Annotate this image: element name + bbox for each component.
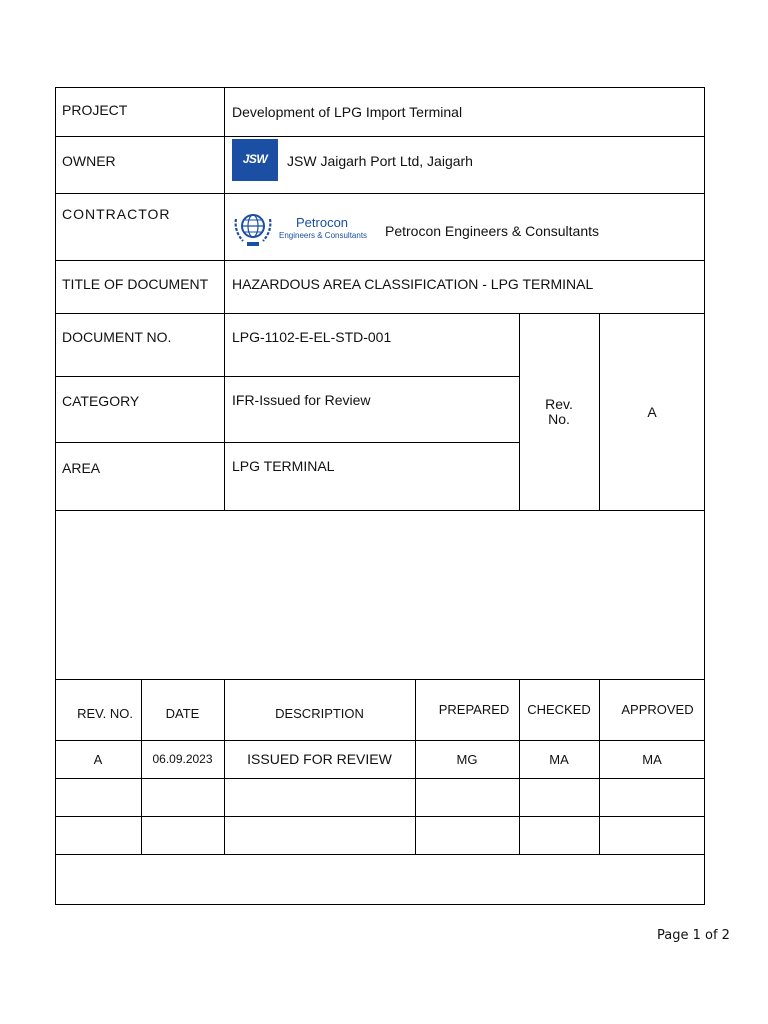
row-divider: [55, 136, 705, 137]
row-divider: [55, 816, 705, 817]
row-divider: [55, 442, 519, 443]
col-header-rev-no: REV. NO.: [77, 706, 133, 721]
petrocon-globe-icon: [231, 209, 275, 249]
owner-label: OWNER: [62, 153, 116, 169]
row-checked: MA: [549, 752, 569, 767]
row-divider: [55, 510, 705, 511]
row-divider: [55, 740, 705, 741]
col-header-approved: APPROVED: [621, 702, 694, 717]
petrocon-logo-subtitle: Engineers & Consultants: [279, 231, 368, 240]
contractor-value: Petrocon Engineers & Consultants: [385, 223, 600, 239]
jsw-logo-text: JSW: [242, 152, 268, 166]
project-value: Development of LPG Import Terminal: [232, 104, 463, 120]
project-label: PROJECT: [62, 102, 128, 118]
row-rev-no: A: [93, 752, 103, 767]
contractor-label: CONTRACTOR: [62, 206, 171, 222]
row-divider: [55, 679, 705, 680]
page-number: Page 1 of 2: [657, 928, 730, 943]
document-number-label: DOCUMENT NO.: [62, 329, 172, 345]
column-divider: [224, 87, 225, 510]
jsw-logo: [232, 139, 278, 181]
row-divider: [55, 778, 705, 779]
petrocon-logo-name: Petrocon: [296, 215, 349, 230]
document-number-value: LPG-1102-E-EL-STD-001: [232, 329, 392, 345]
row-description: ISSUED FOR REVIEW: [247, 751, 392, 767]
row-divider: [55, 854, 705, 855]
row-divider: [55, 376, 519, 377]
row-divider: [55, 313, 705, 314]
category-value: IFR-Issued for Review: [232, 392, 371, 408]
category-label: CATEGORY: [62, 393, 140, 409]
row-divider: [55, 260, 705, 261]
row-approved: MA: [642, 752, 662, 767]
document-title-label: TITLE OF DOCUMENT: [62, 276, 209, 292]
revision-value: A: [647, 404, 657, 420]
row-date: 06.09.2023: [152, 752, 213, 766]
row-divider: [55, 193, 705, 194]
col-header-prepared: PREPARED: [438, 702, 510, 717]
revision-label-line2: No.: [548, 411, 570, 427]
area-value: LPG TERMINAL: [232, 458, 335, 474]
document-title-value: HAZARDOUS AREA CLASSIFICATION - LPG TERMINAL: [232, 276, 594, 292]
col-header-date: DATE: [165, 706, 200, 721]
area-label: AREA: [62, 460, 101, 476]
col-header-description: DESCRIPTION: [275, 706, 364, 721]
col-header-checked: CHECKED: [527, 702, 591, 717]
row-prepared: MG: [456, 752, 478, 767]
owner-value: JSW Jaigarh Port Ltd, Jaigarh: [287, 153, 473, 169]
revision-label-line1: Rev.: [545, 396, 573, 412]
